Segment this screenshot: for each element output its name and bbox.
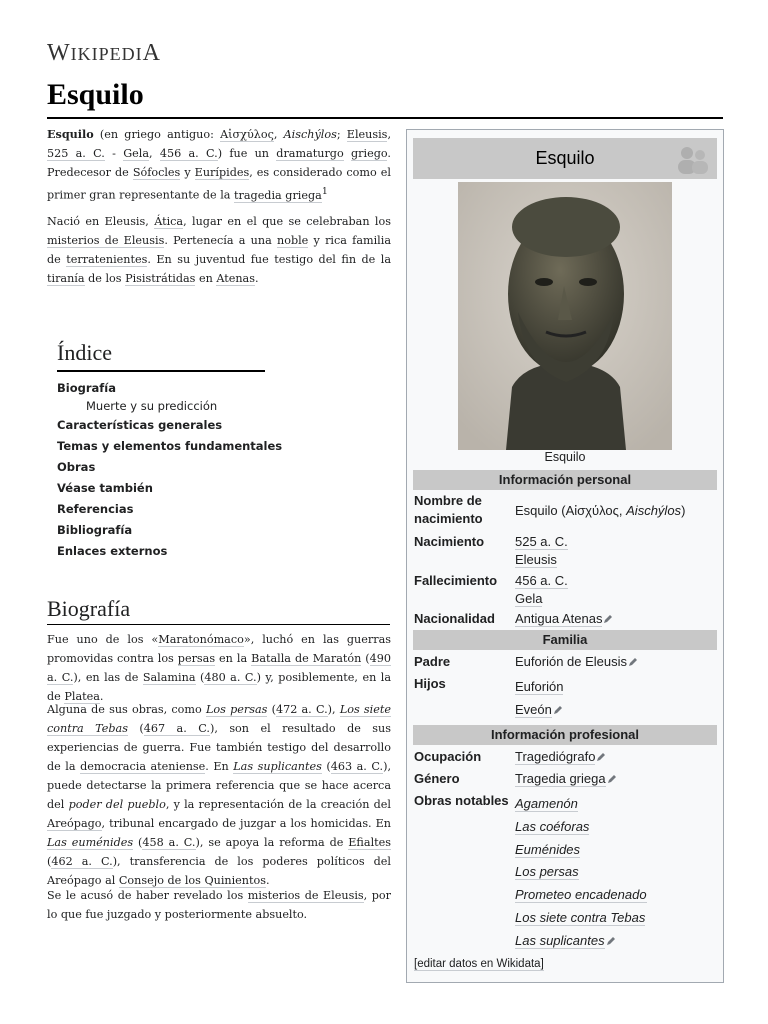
section-divider bbox=[47, 624, 390, 625]
inline-text: . bbox=[99, 690, 104, 703]
inline-text: ), son el resultado de sus experiencias de guerra. Fue también testigo del desarrollo de la bbox=[47, 722, 391, 773]
label-padre: Padre bbox=[414, 654, 451, 669]
link-obra[interactable]: Los siete contra Tebas bbox=[515, 909, 646, 925]
value-fallecimiento bbox=[515, 572, 715, 608]
toc-divider bbox=[57, 370, 265, 372]
link-obra[interactable]: Las suplicantes bbox=[515, 932, 605, 948]
section-title-biografia: Biografía bbox=[47, 596, 131, 621]
inline-link[interactable]: Gela bbox=[123, 147, 150, 160]
toc-item[interactable]: Temas y elementos fundamentales bbox=[57, 439, 283, 453]
band-informacion-personal: Información personal bbox=[413, 470, 717, 490]
inline-text: . bbox=[254, 272, 259, 285]
inline-text: y rica familia de bbox=[47, 234, 391, 266]
toc-item[interactable]: Obras bbox=[57, 460, 96, 474]
inline-text: . En bbox=[205, 760, 234, 773]
inline-link[interactable]: Maratonómaco bbox=[158, 633, 244, 646]
link-genero[interactable]: Tragedia griega bbox=[515, 771, 606, 786]
infobox-header bbox=[413, 138, 717, 179]
edit-pencil-icon[interactable] bbox=[596, 752, 606, 762]
inline-text: de los bbox=[84, 272, 126, 285]
inline-text: en bbox=[195, 272, 217, 285]
value-padre bbox=[515, 653, 715, 671]
value-nacionalidad bbox=[515, 610, 715, 628]
label-obras: Obras notables bbox=[414, 793, 509, 808]
nombre-close: ) bbox=[681, 503, 686, 518]
inline-text: Nació en Eleusis, bbox=[47, 215, 155, 228]
inline-link[interactable]: dramaturgo bbox=[276, 147, 344, 160]
intro-p1-text bbox=[47, 125, 391, 205]
inline-text: Aischýlos bbox=[283, 128, 337, 141]
inline-text: ( bbox=[47, 855, 52, 868]
inline-text: ), puede detectarse la primera referencia que se hace acerca del bbox=[47, 760, 391, 811]
toc-item[interactable]: Muerte y su predicción bbox=[86, 399, 218, 413]
link-hijo[interactable]: Euforión bbox=[515, 679, 564, 694]
inline-link[interactable]: Atenas bbox=[216, 272, 255, 285]
infobox-title: Esquilo bbox=[535, 148, 595, 168]
nombre-sep: , bbox=[618, 503, 627, 518]
biografia-paragraph-2 bbox=[47, 700, 391, 890]
bold-term: Esquilo bbox=[47, 127, 94, 141]
wikidata-edit-link[interactable] bbox=[414, 958, 544, 970]
inline-text: y bbox=[180, 166, 195, 179]
edit-pencil-icon[interactable] bbox=[553, 705, 563, 715]
inline-link[interactable]: Los siete contra Tebas bbox=[47, 703, 391, 735]
wordmark-text: WIKIPEDIA bbox=[47, 40, 162, 66]
biografia-paragraph-3 bbox=[47, 886, 391, 924]
label-genero: Género bbox=[414, 771, 460, 786]
inline-text: ), bbox=[327, 703, 340, 716]
inline-text: ( bbox=[127, 722, 144, 735]
inline-link[interactable]: Salamina bbox=[142, 671, 196, 684]
inline-link[interactable]: Las euménides bbox=[47, 836, 134, 849]
toc-item[interactable]: Bibliografía bbox=[57, 523, 133, 537]
link-nacimiento-date[interactable]: 525 a. C. bbox=[515, 534, 568, 549]
title-divider bbox=[47, 117, 723, 119]
inline-text: ( bbox=[361, 652, 370, 665]
value-obras bbox=[515, 793, 715, 953]
inline-link[interactable]: griego bbox=[350, 147, 388, 160]
intro-paragraph-2 bbox=[47, 212, 391, 288]
padre-text: Euforión de Eleusis bbox=[515, 654, 628, 669]
inline-link[interactable]: 472 a. C. bbox=[275, 703, 328, 716]
link-obra[interactable]: Euménides bbox=[515, 841, 581, 857]
inline-link[interactable]: misterios de Eleusis bbox=[47, 234, 165, 247]
inline-text: en la bbox=[215, 652, 252, 665]
inline-link[interactable]: noble bbox=[277, 234, 309, 247]
inline-text: , por lo que fue juzgado y posteriormente absuelto. bbox=[47, 889, 391, 921]
inline-link[interactable]: Ática bbox=[154, 215, 184, 228]
edit-pencil-icon[interactable] bbox=[607, 774, 617, 784]
label-ocupacion: Ocupación bbox=[414, 749, 482, 764]
value-hijos bbox=[515, 676, 715, 721]
inline-link[interactable]: democracia ateniense bbox=[80, 760, 206, 773]
label-nacionalidad: Nacionalidad bbox=[414, 611, 495, 626]
inline-text: ), transferencia de los poderes políticos del Areópago al bbox=[47, 855, 391, 887]
inline-text: ) y, posiblemente, en la de bbox=[47, 671, 391, 703]
inline-link[interactable]: 467 a. C. bbox=[143, 722, 210, 735]
inline-text: », luchó en las guerras promovidas contra los bbox=[47, 633, 391, 665]
band-informacion-profesional: Información profesional bbox=[413, 725, 717, 745]
inline-link[interactable]: Eleusis bbox=[346, 128, 388, 141]
nombre-plain: Esquilo ( bbox=[515, 503, 566, 518]
link-obra[interactable]: Agamenón bbox=[515, 796, 578, 811]
inline-text: , tribunal encargado de juzgar a los homicidas. En bbox=[101, 817, 391, 830]
inline-link[interactable]: Αἰσχύλος bbox=[220, 128, 274, 141]
inline-link[interactable]: Batalla de Maratón bbox=[251, 652, 362, 665]
inline-link[interactable]: Los persas bbox=[205, 703, 268, 716]
link-hijo[interactable]: Eveón bbox=[515, 701, 552, 717]
portrait-caption: Esquilo bbox=[544, 450, 586, 464]
people-icon bbox=[675, 144, 711, 174]
label-fallecimiento: Fallecimiento bbox=[414, 573, 498, 588]
inline-text: , bbox=[387, 128, 391, 141]
inline-link[interactable]: Efialtes bbox=[348, 836, 391, 849]
inline-text: , es considerado como el primer gran representante de la bbox=[47, 166, 391, 202]
toc-item[interactable]: Características generales bbox=[57, 418, 223, 432]
inline-link[interactable]: tiranía bbox=[47, 272, 85, 285]
inline-text: (en griego antiguo: bbox=[93, 128, 221, 141]
link-nacimiento-place[interactable]: Eleusis bbox=[515, 552, 557, 567]
inline-text: Alguna de sus obras, como bbox=[47, 703, 206, 716]
inline-text: ( bbox=[195, 671, 205, 684]
inline-text: 1 bbox=[321, 186, 328, 197]
inline-text: ), en las de bbox=[73, 671, 143, 684]
inline-text: , bbox=[149, 147, 160, 160]
biografia-p2-text bbox=[47, 700, 391, 890]
value-nombre bbox=[515, 502, 715, 520]
inline-link[interactable]: 463 a. C. bbox=[330, 760, 384, 773]
inline-link[interactable]: 525 a. C. bbox=[47, 147, 105, 160]
link-ocupacion[interactable]: Tragediógrafo bbox=[515, 749, 596, 764]
inline-text: , y la representación de la creación del bbox=[165, 798, 391, 811]
inline-text: . Predecesor de bbox=[47, 147, 391, 179]
inline-text: poder del pueblo bbox=[68, 798, 166, 811]
inline-text: ), se apoya la reforma de bbox=[195, 836, 349, 849]
nombre-greek: Αἰσχύλος bbox=[565, 503, 619, 518]
link-fallecimiento-date[interactable]: 456 a. C. bbox=[515, 573, 568, 588]
inline-text: - bbox=[104, 147, 124, 160]
inline-link[interactable]: 480 a. C. bbox=[204, 671, 257, 684]
inline-link[interactable]: Eurípides bbox=[194, 166, 250, 179]
wikidata-edit-text: [editar datos en Wikidata] bbox=[414, 958, 544, 970]
value-nacimiento bbox=[515, 533, 715, 569]
inline-text: Fue uno de los « bbox=[47, 633, 159, 646]
label-nombre: Nombre de nacimiento bbox=[414, 493, 483, 526]
label-nacimiento: Nacimiento bbox=[414, 534, 485, 549]
edit-pencil-icon[interactable] bbox=[603, 614, 613, 624]
inline-link[interactable]: 456 a. C. bbox=[159, 147, 218, 160]
wikipedia-wordmark[interactable] bbox=[47, 40, 161, 67]
inline-link[interactable]: persas bbox=[177, 652, 216, 665]
biografia-p1-text bbox=[47, 630, 391, 706]
value-genero bbox=[515, 770, 715, 788]
inline-link[interactable]: Consejo de los Quinientos bbox=[118, 874, 266, 887]
toc-item[interactable]: Véase también bbox=[57, 481, 153, 495]
inline-link[interactable]: misterios de Eleusis bbox=[247, 889, 364, 902]
inline-link[interactable]: Sófocles bbox=[132, 166, 181, 179]
link-obra[interactable]: Los persas bbox=[515, 864, 579, 880]
inline-link[interactable]: Platea bbox=[64, 690, 100, 703]
inline-link[interactable]: terratenientes bbox=[66, 253, 148, 266]
table-of-contents bbox=[57, 340, 307, 562]
biografia-p3-text bbox=[47, 886, 391, 924]
toc-item[interactable]: Referencias bbox=[57, 502, 134, 516]
inline-link[interactable]: 490 a. C. bbox=[47, 652, 391, 684]
inline-text: ; bbox=[336, 128, 347, 141]
edit-pencil-icon[interactable] bbox=[606, 936, 616, 946]
toc-title: Índice bbox=[57, 340, 112, 365]
inline-text: . bbox=[265, 874, 270, 887]
link-nacionalidad[interactable]: Antigua Atenas bbox=[515, 611, 603, 626]
value-ocupacion bbox=[515, 748, 715, 766]
inline-text: , lugar en el que se celebraban los bbox=[183, 215, 391, 228]
toc-item[interactable]: Biografía bbox=[57, 381, 116, 395]
label-hijos: Hijos bbox=[414, 676, 446, 691]
inline-text: . En su juventud fue testigo del fin de la bbox=[147, 253, 392, 266]
inline-link[interactable]: Pisistrátidas bbox=[125, 272, 196, 285]
inline-text: , bbox=[273, 128, 284, 141]
page-title: Esquilo bbox=[47, 78, 144, 111]
inline-link[interactable]: Las suplicantes bbox=[233, 760, 322, 773]
infobox bbox=[406, 129, 724, 983]
band-familia: Familia bbox=[413, 630, 717, 650]
inline-text: Se le acusó de haber revelado los bbox=[47, 889, 248, 902]
inline-text: . Pertenecía a una bbox=[164, 234, 277, 247]
link-obra[interactable]: Prometeo encadenado bbox=[515, 887, 647, 903]
inline-text: ) fue un bbox=[217, 147, 277, 160]
portrait-image[interactable] bbox=[458, 182, 672, 450]
inline-text: ( bbox=[321, 760, 331, 773]
edit-pencil-icon[interactable] bbox=[628, 657, 638, 667]
nombre-italic: Aischýlos bbox=[626, 503, 682, 518]
intro-p2-text bbox=[47, 212, 391, 288]
link-fallecimiento-place[interactable]: Gela bbox=[515, 591, 543, 606]
inline-text: ( bbox=[267, 703, 276, 716]
toc-list bbox=[57, 378, 307, 562]
toc-item[interactable]: Enlaces externos bbox=[57, 544, 168, 558]
inline-link[interactable]: 462 a. C. bbox=[51, 855, 113, 868]
inline-link[interactable]: 458 a. C. bbox=[142, 836, 196, 849]
inline-link[interactable]: Areópago bbox=[47, 817, 102, 830]
inline-text bbox=[344, 147, 351, 160]
inline-text: ( bbox=[133, 836, 143, 849]
biografia-paragraph-1 bbox=[47, 630, 391, 706]
link-obra[interactable]: Las coéforas bbox=[515, 818, 590, 834]
intro-paragraph-1 bbox=[47, 125, 391, 205]
inline-link[interactable]: tragedia griega bbox=[234, 188, 322, 202]
